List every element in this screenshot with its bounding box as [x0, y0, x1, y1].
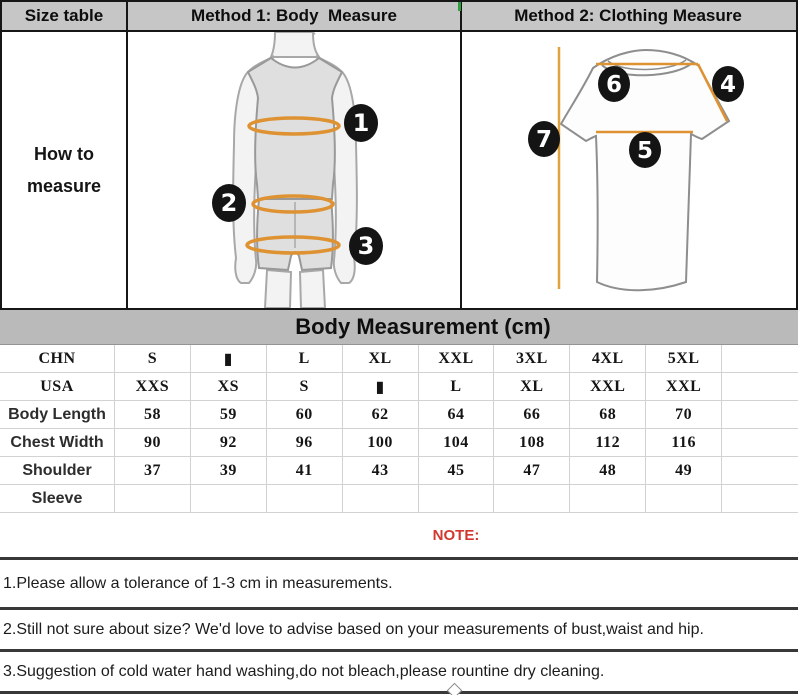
size-table: [0, 345, 798, 513]
row-label-chest-width: Chest Width: [0, 429, 115, 457]
cell-body-length-2: 60: [267, 401, 343, 429]
cell-chest-width-0: 90: [115, 429, 191, 457]
body-measurement-title: Body Measurement (cm): [295, 314, 551, 339]
cell-sleeve-0: [115, 485, 191, 513]
marker-4-badge: [712, 66, 744, 102]
note-title: NOTE:: [432, 526, 480, 544]
cell-usa-6: XXL: [570, 373, 646, 401]
note-title-row: [0, 513, 798, 557]
cell-chn-6: 4XL: [570, 345, 646, 373]
cell-shoulder-7: 49: [646, 457, 722, 485]
cell-chest-width-4: 104: [419, 429, 495, 457]
cell-chest-width-1: 92: [191, 429, 267, 457]
cell-shoulder-1: 39: [191, 457, 267, 485]
table-row-sleeve: [0, 485, 798, 513]
cell-body-length-6: 68: [570, 401, 646, 429]
cell-chest-width-2: 96: [267, 429, 343, 457]
how-to-measure-label: How to measure: [2, 32, 128, 308]
body-tank-top: [248, 58, 342, 199]
body-measurement-band: [0, 310, 798, 345]
marker-7-badge: [528, 121, 560, 157]
marker-5-badge: [629, 132, 661, 168]
header-method1: Method 1: Body Measure: [128, 2, 462, 30]
cell-shoulder-2: 41: [267, 457, 343, 485]
cell-sleeve-7: [646, 485, 722, 513]
green-tick-artifact: [458, 2, 461, 11]
cell-usa-2: S: [267, 373, 343, 401]
cell-chest-width-6: 112: [570, 429, 646, 457]
cell-usa-8: [722, 373, 798, 401]
table-row-chn: [0, 345, 798, 373]
svg-text:5: 5: [636, 138, 654, 164]
cell-body-length-1: 59: [191, 401, 267, 429]
table-row-body-length: [0, 401, 798, 429]
tshirt-diagram: [462, 32, 794, 308]
body-left-leg: [265, 270, 291, 308]
marker-6-badge: [598, 66, 630, 102]
cell-chest-width-8: [722, 429, 798, 457]
cell-shoulder-4: 45: [419, 457, 495, 485]
marker-3-badge: [349, 227, 383, 265]
cell-usa-3: ▮: [343, 373, 419, 401]
svg-text:3: 3: [357, 232, 375, 260]
cell-chest-width-7: 116: [646, 429, 722, 457]
table-row-usa: [0, 373, 798, 401]
cell-body-length-7: 70: [646, 401, 722, 429]
illustration-row: [0, 32, 798, 310]
row-label-chn: CHN: [0, 345, 115, 373]
cell-sleeve-8: [722, 485, 798, 513]
cell-usa-5: XL: [494, 373, 570, 401]
cell-chest-width-3: 100: [343, 429, 419, 457]
svg-text:2: 2: [220, 189, 238, 217]
cell-body-length-3: 62: [343, 401, 419, 429]
cell-shoulder-3: 43: [343, 457, 419, 485]
body-right-leg: [300, 270, 325, 308]
cell-shoulder-5: 47: [494, 457, 570, 485]
notes-section: [0, 513, 798, 694]
cell-chn-0: S: [115, 345, 191, 373]
cell-shoulder-6: 48: [570, 457, 646, 485]
note-item-1: 1.Please allow a tolerance of 1-3 cm in measurements.: [0, 557, 798, 607]
cell-usa-7: XXL: [646, 373, 722, 401]
header-method2: Method 2: Clothing Measure: [514, 6, 742, 25]
cell-shoulder-8: [722, 457, 798, 485]
clothing-measure-illustration: [462, 32, 794, 308]
cell-usa-0: XXS: [115, 373, 191, 401]
cell-body-length-8: [722, 401, 798, 429]
cell-usa-4: L: [419, 373, 495, 401]
table-row-shoulder: [0, 457, 798, 485]
cell-chn-4: XXL: [419, 345, 495, 373]
cell-chn-2: L: [267, 345, 343, 373]
note-item-2: 2.Still not sure about size? We'd love to advise based on your measurements of bust,waist and hip.: [0, 607, 798, 649]
body-neck: [271, 32, 319, 57]
cell-chn-3: XL: [343, 345, 419, 373]
cell-body-length-0: 58: [115, 401, 191, 429]
cell-sleeve-2: [267, 485, 343, 513]
table-row-chest-width: [0, 429, 798, 457]
header-size-table: Size table: [2, 2, 128, 30]
cell-sleeve-5: [494, 485, 570, 513]
row-label-sleeve: Sleeve: [0, 485, 115, 513]
cell-sleeve-6: [570, 485, 646, 513]
cell-chn-8: [722, 345, 798, 373]
svg-text:4: 4: [719, 72, 737, 98]
body-figure-diagram: [128, 32, 462, 308]
svg-text:1: 1: [352, 109, 370, 137]
svg-text:7: 7: [535, 127, 553, 153]
cell-body-length-4: 64: [419, 401, 495, 429]
cell-body-length-5: 66: [494, 401, 570, 429]
marker-1-badge: [344, 104, 378, 142]
cell-chn-5: 3XL: [494, 345, 570, 373]
cell-sleeve-1: [191, 485, 267, 513]
cell-chn-1: ▮: [191, 345, 267, 373]
svg-text:6: 6: [605, 72, 623, 98]
header-row: [0, 0, 798, 32]
cell-chest-width-5: 108: [494, 429, 570, 457]
row-label-body-length: Body Length: [0, 401, 115, 429]
cell-shoulder-0: 37: [115, 457, 191, 485]
note-item-3: 3.Suggestion of cold water hand washing,do not bleach,please rountine dry cleaning.: [0, 649, 798, 694]
tshirt-outline: [561, 50, 729, 290]
row-label-shoulder: Shoulder: [0, 457, 115, 485]
cell-chn-7: 5XL: [646, 345, 722, 373]
cell-sleeve-4: [419, 485, 495, 513]
body-measure-illustration: [128, 32, 462, 308]
row-label-usa: USA: [0, 373, 115, 401]
marker-2-badge: [212, 184, 246, 222]
cell-usa-1: XS: [191, 373, 267, 401]
cell-sleeve-3: [343, 485, 419, 513]
